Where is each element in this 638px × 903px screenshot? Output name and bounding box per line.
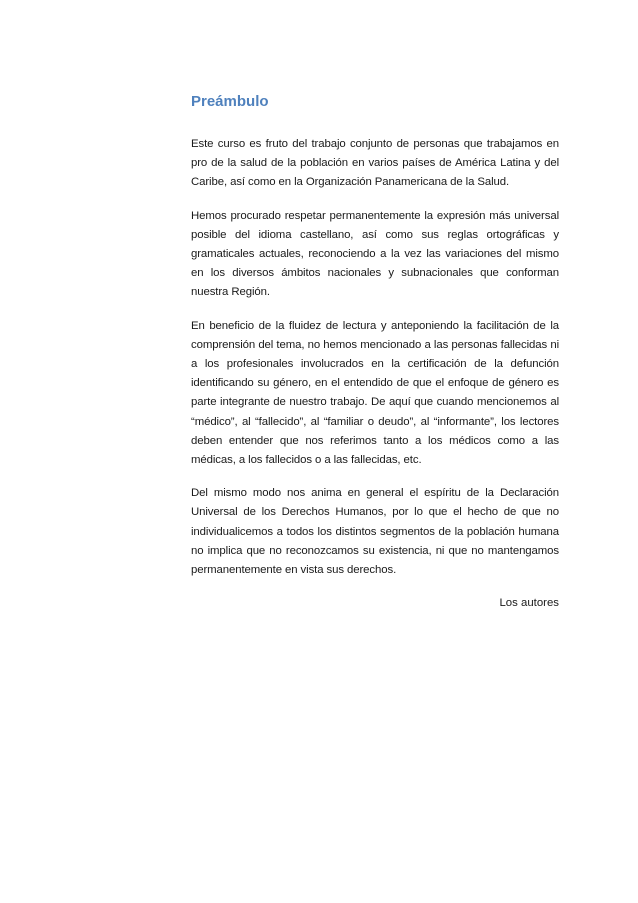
paragraph-3: En beneficio de la fluidez de lectura y anteponiendo la facilitación de la comprensión del tema, no hemos mencionado a las personas fallecidas ni a los profesionales involucrados en la certificación de la defunción identificando su género, en el entendido de que el enfoque de género es parte integrante de nuestro trabajo. De aquí que cuando mencionemos al “médico”, al “fallecido”, al “familiar o deudo”, al “informante”, los lectores deben entender que nos referimos tanto a los médicos como a las médicas, a los fallecidos o a las fallecidas, etc.: [191, 319, 559, 467]
page-title: Preámbulo: [191, 93, 269, 110]
paragraph-2: Hemos procurado respetar permanentemente la expresión más universal posible del idioma castellano, así como sus reglas ortográficas y gramaticales actuales, reconociendo a la vez las variaciones del mismo en los diversos ámbitos nacionales y subnacionales que conforman nuestra Región.: [191, 209, 559, 299]
paragraph-4: Del mismo modo nos anima en general el espíritu de la Declaración Universal de los Derechos Humanos, por lo que el hecho de que no individualicemos a todos los distintos segmentos de la población humana no implica que no reconozcamos su existencia, ni que no mantengamos permanentemente en vista sus derechos.: [191, 487, 559, 577]
signature: Los autores: [499, 597, 559, 610]
preamble-section: [191, 91, 559, 613]
paragraph-1: Este curso es fruto del trabajo conjunto de personas que trabajamos en pro de la salud de la población en varios países de América Latina y del Caribe, así como en la Organización Panamericana de la Salud.: [191, 138, 559, 189]
